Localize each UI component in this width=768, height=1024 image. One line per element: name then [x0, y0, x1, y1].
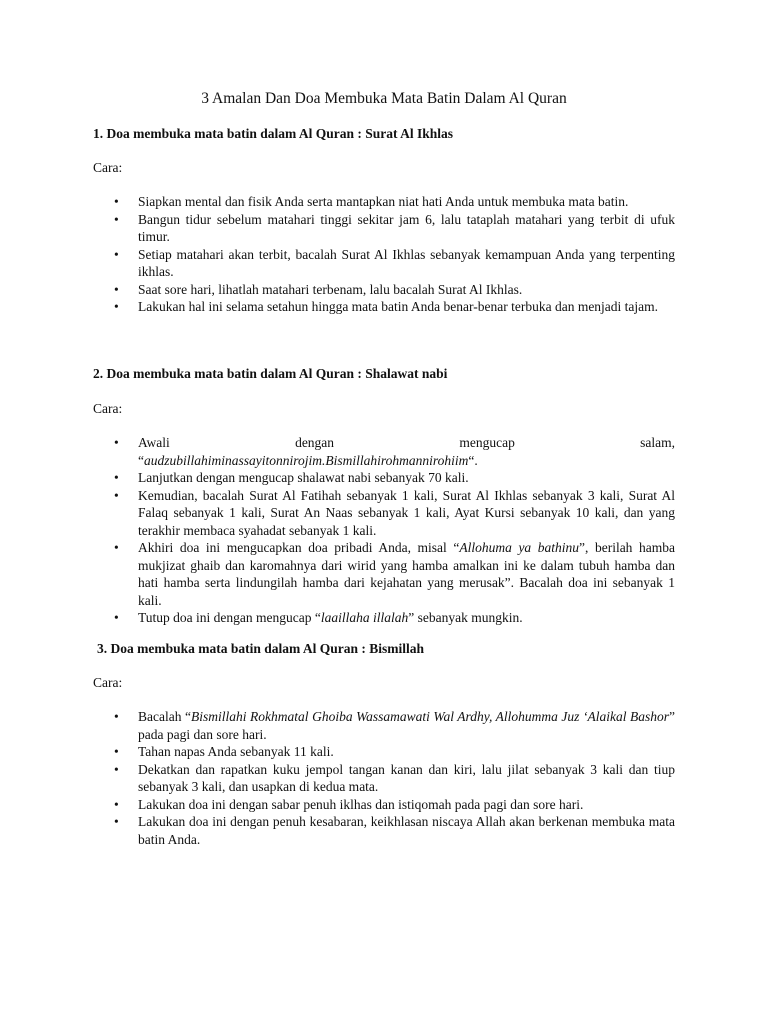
- list-item: • Lanjutkan dengan mengucap shalawat nabi sebanyak 70 kali.: [112, 469, 675, 487]
- section-1-heading: 1. Doa membuka mata batin dalam Al Quran : Surat Al Ikhlas: [93, 126, 454, 141]
- list-item: [112, 434, 675, 469]
- arabic-transliteration: audzubillahiminassayitonnirojim.Bismillahirohmannirohiim: [144, 452, 469, 468]
- list-item: • Lakukan hal ini selama setahun hingga mata batin Anda benar-benar terbuka dan menjadi tajam.: [112, 298, 675, 316]
- arabic-transliteration: Allohuma ya bathinu: [459, 540, 580, 555]
- section-3-list: [112, 708, 675, 848]
- list-item: • Siapkan mental dan fisik Anda serta mantapkan niat hati Anda untuk membuka mata batin.: [112, 193, 675, 211]
- section-2-heading: 2. Doa membuka mata batin dalam Al Quran : Shalawat nabi: [93, 366, 448, 381]
- section-3-heading: 3. Doa membuka mata batin dalam Al Quran : Bismillah: [97, 641, 425, 656]
- list-item: • Tahan napas Anda sebanyak 11 kali.: [112, 743, 675, 761]
- list-item: • Dekatkan dan rapatkan kuku jempol tangan kanan dan kiri, lalu jilat sebanyak 3 kali dan tiup sebanyak 3 kali, dan usapkan di kedua mata.: [112, 761, 675, 796]
- arabic-transliteration: laaillaha illalah: [320, 610, 409, 625]
- section-2-cara-label: Cara:: [93, 401, 123, 416]
- section-2-list: [112, 434, 675, 627]
- list-item: • Lakukan doa ini dengan penuh kesabaran, keikhlasan niscaya Allah akan berkenan membuka mata batin Anda.: [112, 813, 675, 848]
- document-title: 3 Amalan Dan Doa Membuka Mata Batin Dalam Al Quran: [201, 90, 567, 107]
- list-item: • Setiap matahari akan terbit, bacalah Surat Al Ikhlas sebanyak kemampuan Anda yang terpenting ikhlas.: [112, 246, 675, 281]
- list-item: • Bacalah “Bismillahi Rokhmatal Ghoiba Wassamawati Wal Ardhy, Allohumma Juz ‘Alaikal Bashor” pada pagi dan sore hari.: [112, 708, 675, 743]
- list-item: • Kemudian, bacalah Surat Al Fatihah sebanyak 1 kali, Surat Al Ikhlas sebanyak 3 kali, Surat Al Falaq sebanyak 1 kali, Surat An Naas sebanyak 1 kali, Ayat Kursi sebanyak 10 kali, dan yang terakhir membaca syahadat sebanyak 1 kali.: [112, 487, 675, 540]
- list-item-second-line: “audzubillahiminassayitonnirojim.Bismillahirohmannirohiim“.: [138, 452, 478, 468]
- section-3-cara-label: Cara:: [93, 675, 123, 690]
- list-item: • Saat sore hari, lihatlah matahari terbenam, lalu bacalah Surat Al Ikhlas.: [112, 281, 675, 299]
- section-1-list: [112, 193, 675, 316]
- arabic-transliteration: Bismillahi Rokhmatal Ghoiba Wassamawati Wal Ardhy, Allohumma Juz ‘Alaikal Bashor: [191, 709, 669, 724]
- list-item: • Akhiri doa ini mengucapkan doa pribadi Anda, misal “Allohuma ya bathinu”, berilah hamba mukjizat ghaib dan karomahnya dari wirid yang hamba amalkan ini ke dalam tubuh hamba dan hati hamba serta lindungilah hamba dari kejahatan yang merusak”. Bacalah doa ini sebanyak 1 kali.: [112, 539, 675, 609]
- list-item-first-line: • Awali dengan mengucap salam,: [138, 435, 675, 450]
- section-1-cara-label: Cara:: [93, 160, 123, 175]
- list-item: • Tutup doa ini dengan mengucap “laaillaha illalah” sebanyak mungkin.: [112, 609, 675, 627]
- list-item: • Lakukan doa ini dengan sabar penuh iklhas dan istiqomah pada pagi dan sore hari.: [112, 796, 675, 814]
- list-item: • Bangun tidur sebelum matahari tinggi sekitar jam 6, lalu tataplah matahari yang terbit di ufuk timur.: [112, 211, 675, 246]
